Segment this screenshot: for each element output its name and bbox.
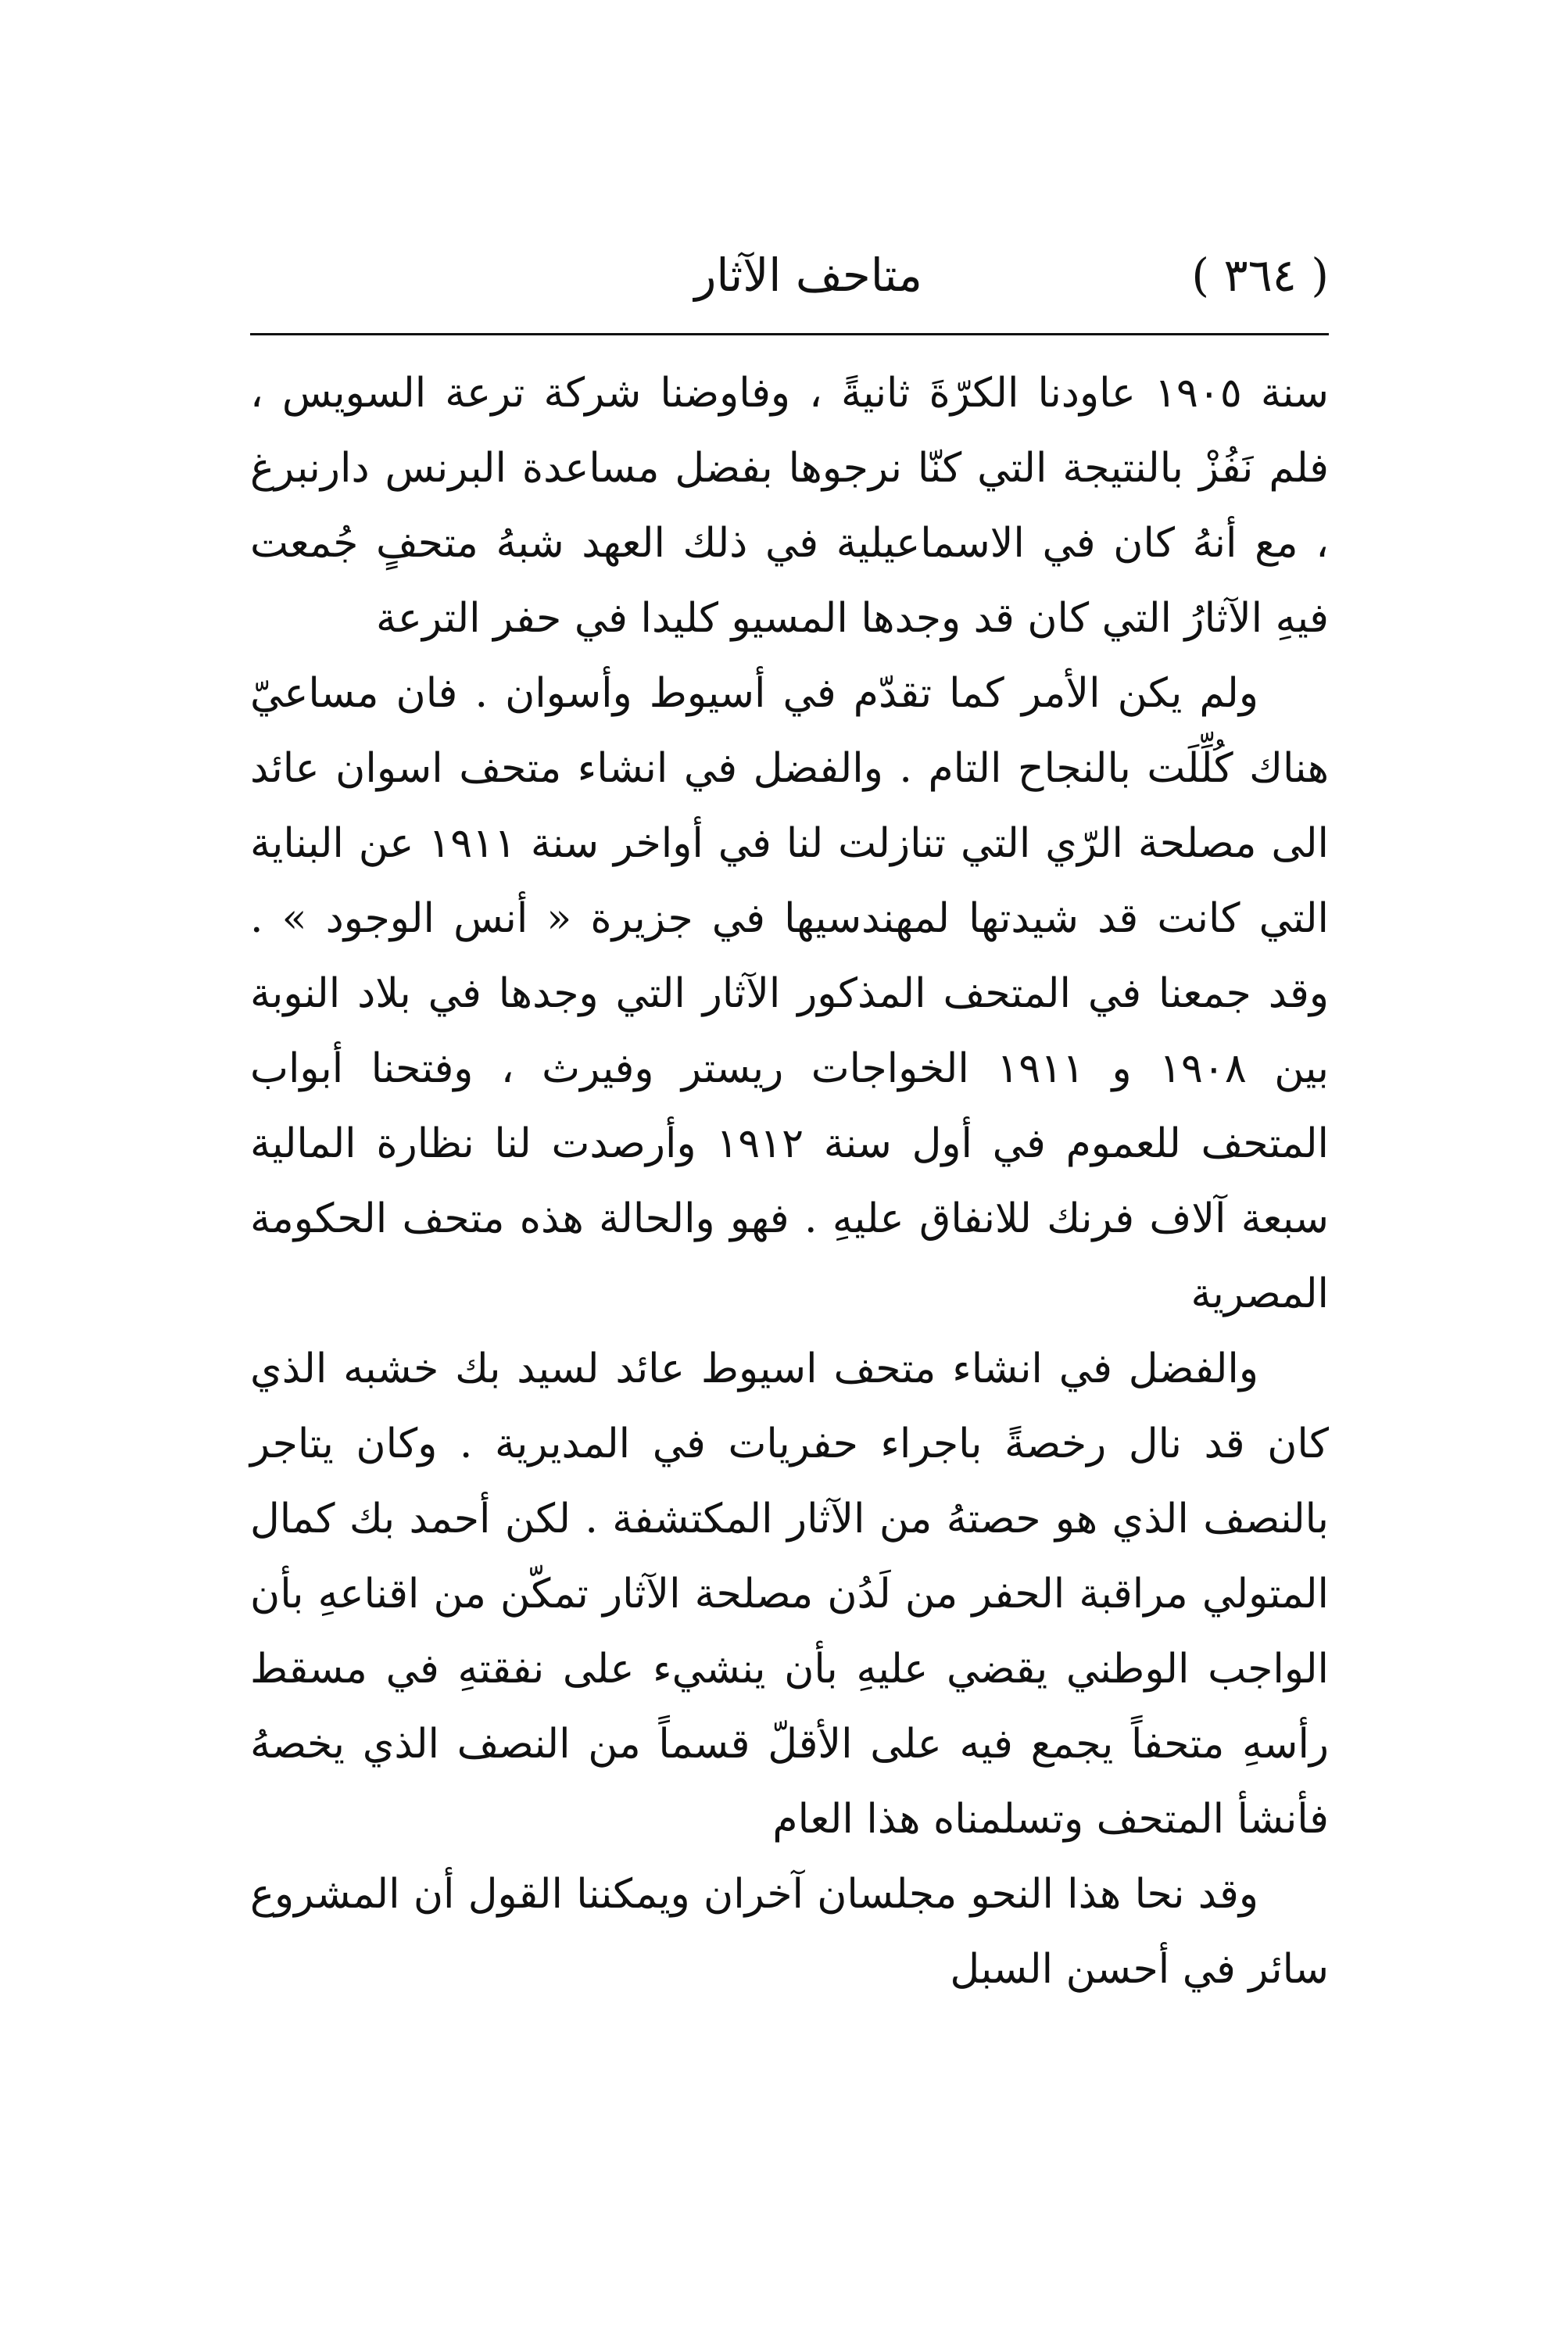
page-number: ( ٣٦٤ ) [1191, 249, 1329, 302]
paragraph: والفضل في انشاء متحف اسيوط عائد لسيد بك خشبه الذي كان قد نال رخصةً باجراء حفريات في المديرية . وكان يتاجر بالنصف الذي هو حصتهُ من الآثار المكتشفة . لكن أحمد بك كمال المتولي مراقبة الحفر من لَدُن مصلحة الآثار تمكّن من اقناعهِ بأن الواجب الوطني يقضي عليهِ بأن ينشيء على نفقتهِ في مسقط رأسهِ متحفاً يجمع فيه على الأقلّ قسماً من النصف الذي يخصهُ فأنشأ المتحف وتسلمناه هذا العام [250, 1345, 1329, 1843]
paragraph: ولم يكن الأمر كما تقدّم في أسيوط وأسوان . فان مساعيّ هناك كُلِّلَت بالنجاح التام . والفضل في انشاء متحف اسوان عائد الى مصلحة الرّي التي تنازلت لنا في أواخر سنة ١٩١١ عن البناية التي كانت قد شيدتها لمهندسيها في جزيرة « أنس الوجود » . وقد جمعنا في المتحف المذكور الآثار التي وجدها في بلاد النوبة بين ١٩٠٨ و ١٩١١ الخواجات ريستر وفيرث ، وفتحنا أبواب المتحف للعموم في أول سنة ١٩١٢ وأرصدت لنا نظارة المالية سبعة آلاف فرنك للانفاق عليهِ . فهو والحالة هذه متحف الحكومة المصرية [250, 670, 1329, 1317]
paragraph: وقد نحا هذا النحو مجلسان آخران ويمكننا القول أن المشروع سائر في أحسن السبل [250, 1871, 1329, 1993]
body-text [250, 356, 1329, 2007]
header-divider [250, 333, 1329, 335]
paragraph: سنة ١٩٠٥ عاودنا الكرّةَ ثانيةً ، وفاوضنا شركة ترعة السويس ، فلم نَفُزْ بالنتيجة التي كنّا نرجوها بفضل مساعدة البرنس دارنبرغ ، مع أنهُ كان في الاسماعيلية في ذلك العهد شبهُ متحفٍ جُمعت فيهِ الآثارُ التي كان قد وجدها المسيو كليدا في حفر الترعة [250, 370, 1329, 642]
running-title: متاحف الآثار [694, 249, 922, 302]
running-header [250, 235, 1329, 313]
